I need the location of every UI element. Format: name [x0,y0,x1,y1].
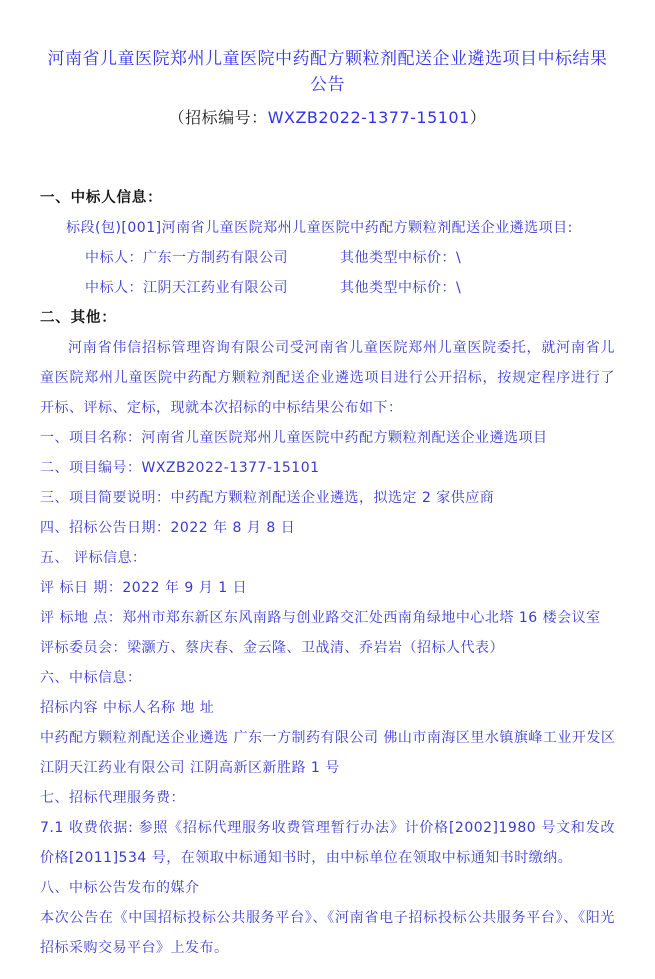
winner-price: 其他类型中标价：\ [340,250,462,266]
winner-row [40,273,615,303]
bid-number-value: WXZB2022-1377-15101 [267,108,470,127]
lot-line: 标段(包)[001]河南省儿童医院郑州儿童医院中药配方颗粒剂配送企业遴选项目: [66,220,573,236]
media-heading-line: 八、中标公告发布的媒介 [40,880,200,896]
bid-number-suffix: ） [469,108,487,127]
winner-row [40,243,615,273]
media-text: 本次公告在《中国招标投标公共服务平台》、《河南省电子招标投标公共服务平台》、《阳光招标采购交易平台》上发布。 [40,910,615,956]
project-name-line: 一、项目名称：河南省儿童医院郑州儿童医院中药配方颗粒剂配送企业遴选项目 [40,430,548,446]
announcement-date-line: 四、招标公告日期：2022 年 8 月 8 日 [40,520,296,536]
winner-name: 中标人：广东一方制药有限公司 [85,250,288,266]
section-heading-winner-info: 一、中标人信息： [40,190,163,206]
intro-paragraph: 河南省伟信招标管理咨询有限公司受河南省儿童医院郑州儿童医院委托，就河南省儿童医院郑州儿童医院中药配方颗粒剂配送企业遴选项目进行公开招标，按规定程序进行了开标、评标、定标，现就本次招标的中标结果公布如下： [40,340,615,416]
winner-name: 中标人：江阴天江药业有限公司 [85,280,288,296]
evaluation-committee-line: 评标委员会：梁灏方、蔡庆春、金云隆、卫战清、乔岩岩（招标人代表） [40,640,504,656]
agency-fee-heading-line: 七、招标代理服务费： [40,790,185,806]
bid-number-subtitle [40,105,615,131]
award-row-line: 江阴天江药业有限公司 江阴高新区新胜路 1 号 [40,760,340,776]
bid-number-prefix: （招标编号： [168,108,268,127]
agency-fee-text: 7.1 收费依据: 参照《招标代理服务收费管理暂行办法》计价格[2002]1980 号文和发改价格[2011]534 号，在领取中标通知书时，由中标单位在领取中标通知书时缴纳。 [40,820,615,866]
project-number-line: 二、项目编号：WXZB2022-1377-15101 [40,460,320,476]
section-heading-other: 二、其他： [40,310,117,326]
evaluation-heading-line: 五、 评标信息： [40,550,147,566]
evaluation-date-line: 评 标日 期：2022 年 9 月 1 日 [40,580,248,596]
award-row-line: 中药配方颗粒剂配送企业遴选 广东一方制药有限公司 佛山市南海区里水镇旗峰工业开发区 [40,730,616,746]
document-title: 河南省儿童医院郑州儿童医院中药配方颗粒剂配送企业遴选项目中标结果公告 [47,49,608,95]
evaluation-place-line: 评 标地 点：郑州市郑东新区东风南路与创业路交汇处西南角绿地中心北塔 16 楼会议室 [40,610,601,626]
award-table-header-line: 招标内容 中标人名称 地 址 [40,700,215,716]
title-body-spacer [40,131,615,183]
winner-price: 其他类型中标价：\ [340,280,462,296]
project-brief-line: 三、项目简要说明：中药配方颗粒剂配送企业遴选，拟选定 2 家供应商 [40,490,495,506]
award-heading-line: 六、中标信息： [40,670,142,686]
